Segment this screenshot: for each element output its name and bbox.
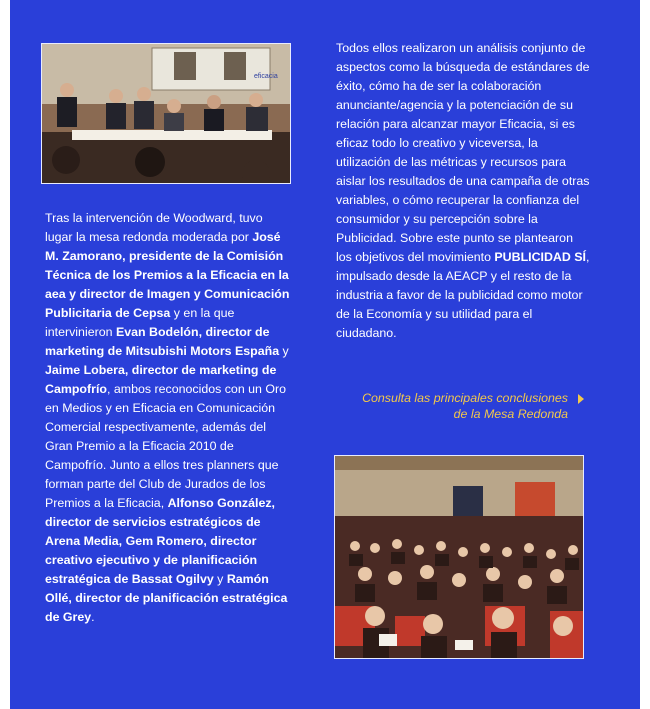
participant-name: Ramón Ollé, director de planificación estratégica de Grey bbox=[45, 572, 288, 624]
text-segment: y bbox=[213, 572, 227, 586]
text-segment: y en la que intervinieron bbox=[45, 306, 235, 339]
round-table-photo bbox=[41, 43, 291, 184]
text-segment: , ambos reconocidos con un Oro en Medios y en Eficacia en Comunicación Comercial respectivamente, además del Gran Premio a la Eficacia 2010 de Campofrío. Junto a ellos tres planners que forman parte del Club de Jurados de los Premios a la Eficacia, bbox=[45, 382, 287, 510]
round-table-photo-drawing bbox=[42, 44, 290, 183]
audience-photo-drawing bbox=[335, 456, 583, 658]
text-segment: y bbox=[279, 344, 289, 358]
moderator-name: José M. Zamorano, presidente de la Comisión Técnica de los Premios a la Eficacia en la aea y director de Imagen y Comunicación Publicitaria de Cepsa bbox=[45, 230, 290, 320]
text-segment: Tras la intervención de Woodward, tuvo lugar la mesa redonda moderada por bbox=[45, 211, 263, 244]
conclusions-link-line1[interactable]: Consulta las principales conclusiones bbox=[362, 391, 568, 405]
participant-name: Alfonso González, director de servicios estratégicos de Arena Media, Gem Romero, director creativo ejecutivo y de planificación estratégica de Bassat Ogilvy bbox=[45, 496, 275, 586]
round-table-description bbox=[45, 209, 290, 627]
participant-name: Evan Bodelón, director de marketing de Mitsubishi Motors España bbox=[45, 325, 280, 358]
movement-name: PUBLICIDAD SÍ bbox=[494, 250, 586, 264]
screen-logo-text: eficacia bbox=[254, 73, 278, 80]
participant-name: Jaime Lobera, director de marketing de Campofrío bbox=[45, 363, 277, 396]
audience-photo bbox=[334, 455, 584, 659]
conclusions-link[interactable] bbox=[336, 390, 568, 422]
analysis-description bbox=[336, 39, 591, 343]
text-segment: , impulsado desde la AEACP y el resto de la industria a favor de la publicidad como motor de la Economía y su utilidad para el ciudadano. bbox=[336, 250, 590, 340]
arrow-right-icon[interactable] bbox=[578, 394, 584, 404]
text-segment: . bbox=[91, 610, 95, 624]
conclusions-link-line2[interactable]: de la Mesa Redonda bbox=[453, 407, 568, 421]
text-segment: Todos ellos realizaron un análisis conjunto de aspectos como la búsqueda de estándares de éxito, cómo ha de ser la colaboración anunciante/agencia y la potenciación de su relación para alcanzar mayor Eficacia, si es eficaz todo lo creativo y viceversa, la utilización de las métricas y recursos para aislar los resultados de una campaña de otras variables, o cómo recuperar la confianza del consumidor y su percepción sobre la Publicidad. Sobre este punto se plantearon los objetivos del movimiento bbox=[336, 41, 590, 264]
